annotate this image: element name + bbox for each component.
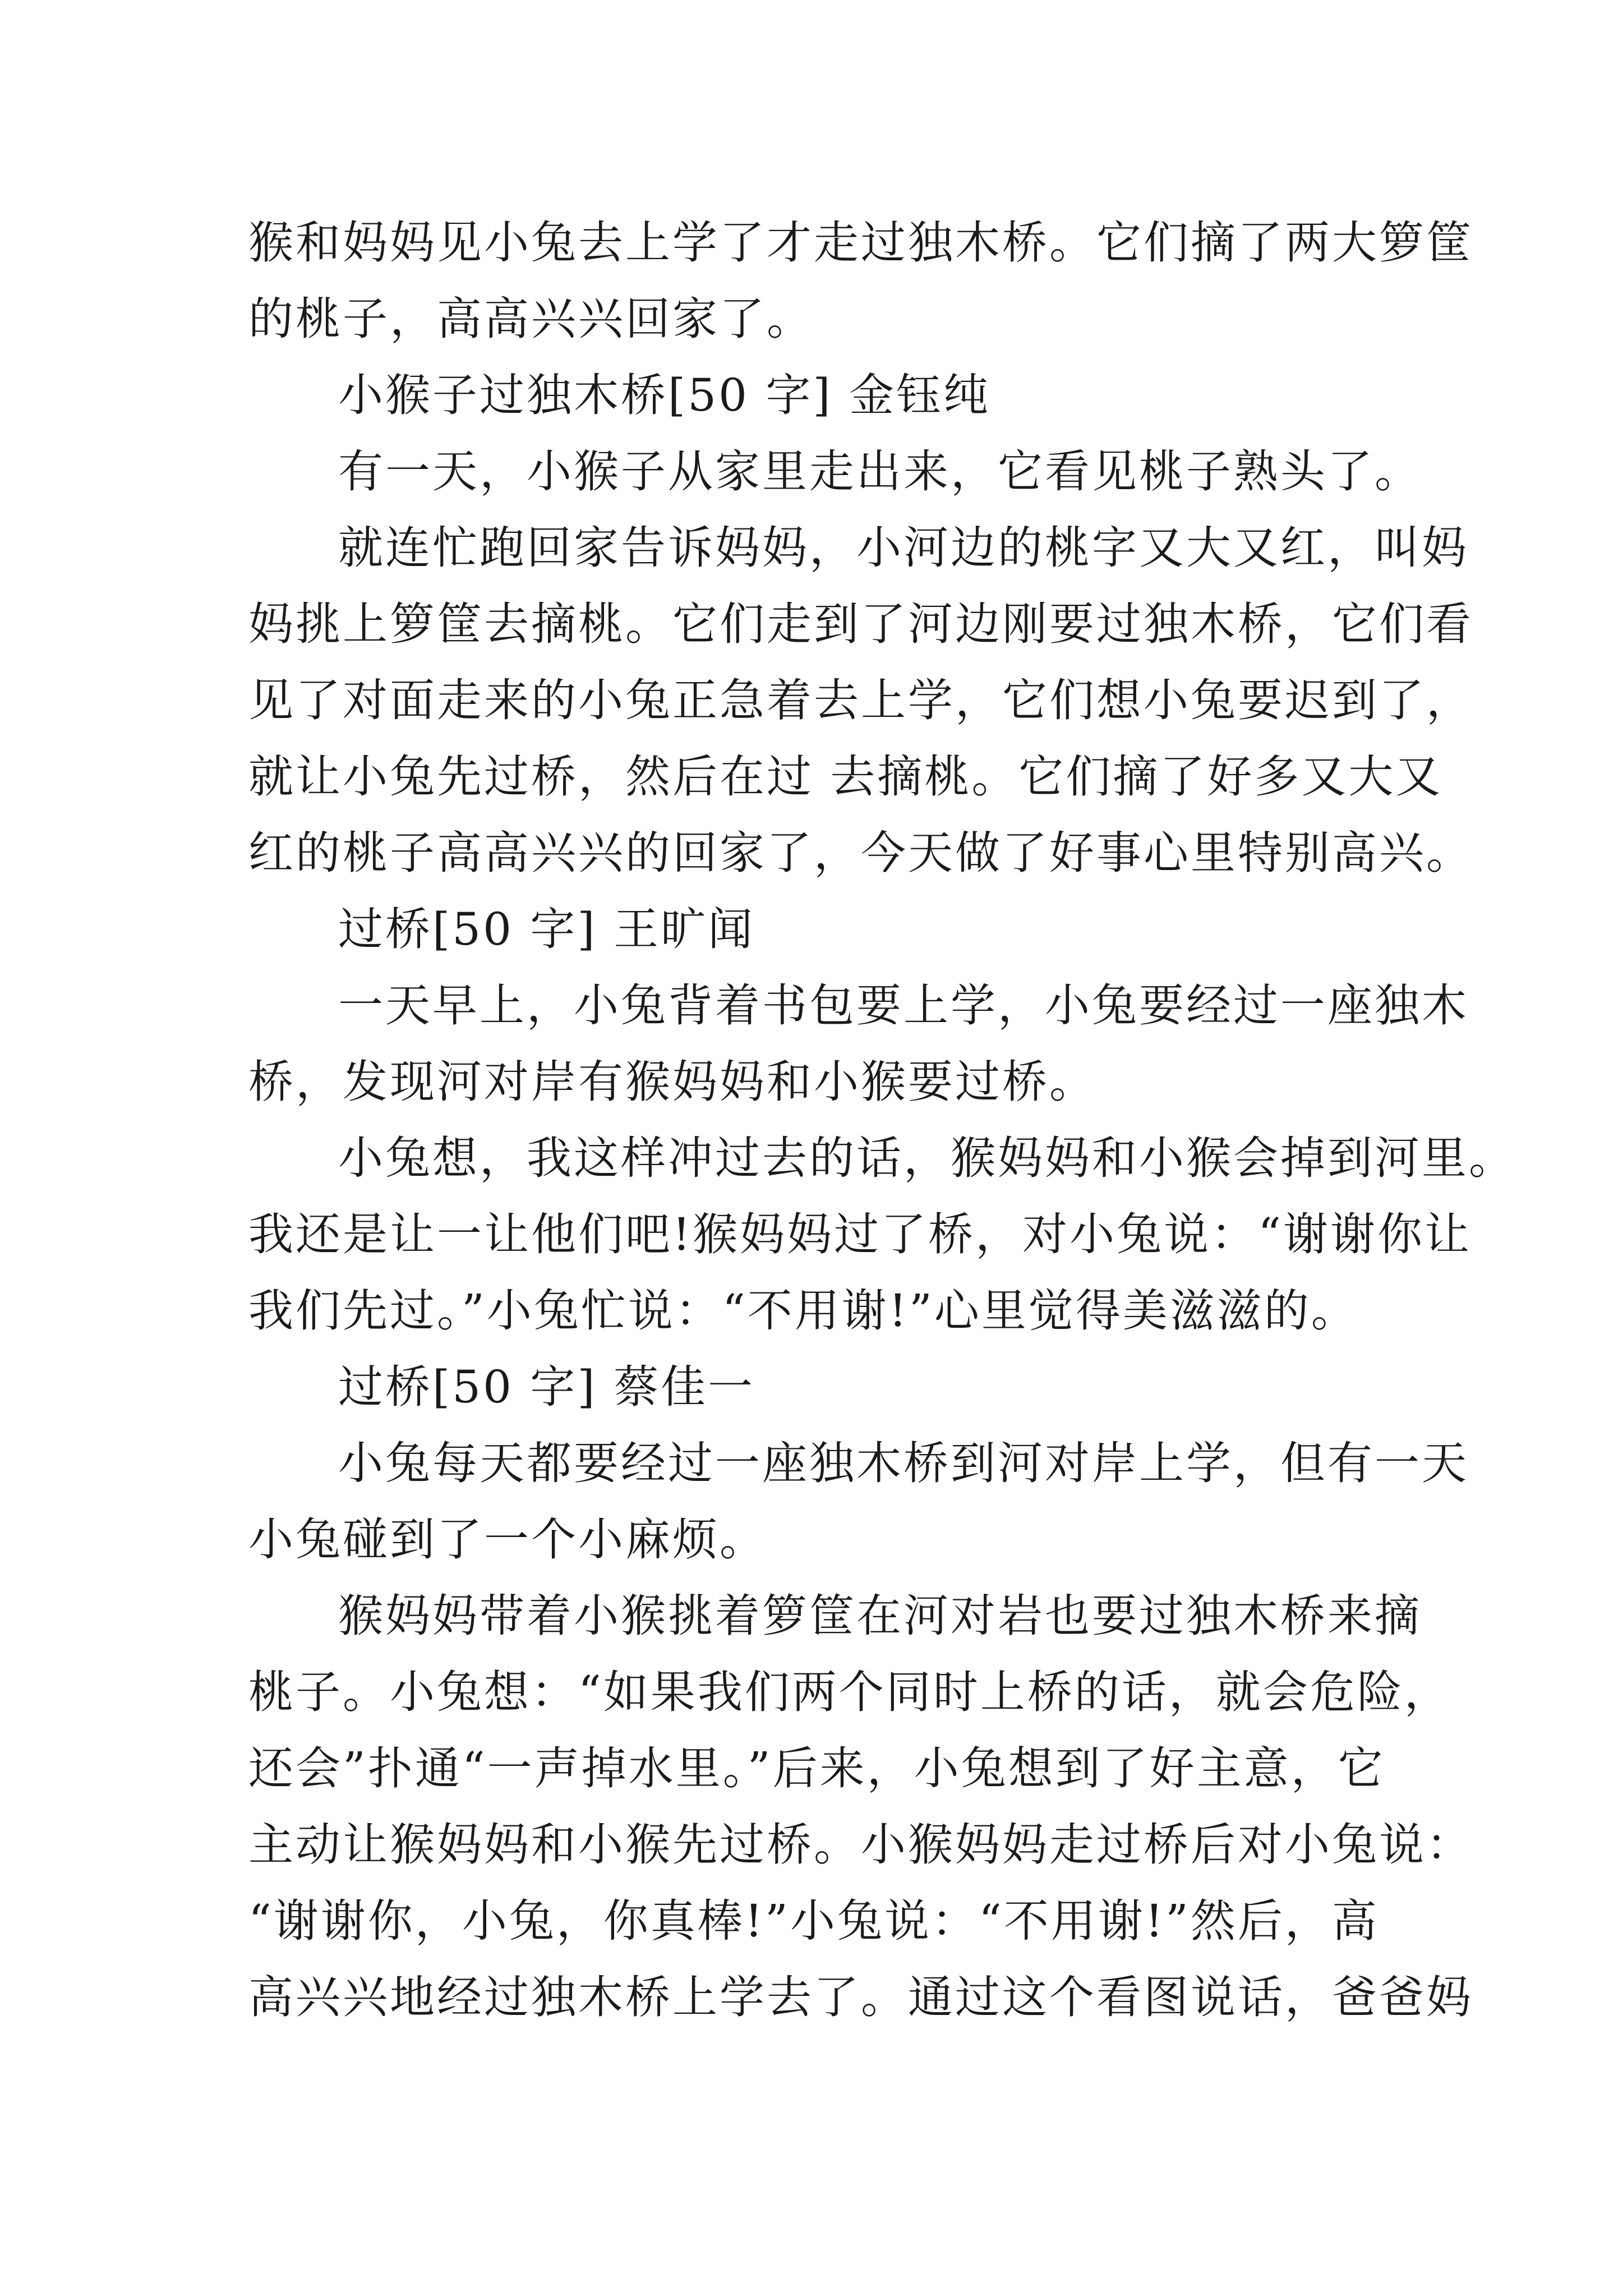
text-line: 小兔想，我这样冲过去的话，猴妈妈和小猴会掉到河里。 [338,1132,1516,1184]
text-line: 小兔每天都要经过一座独木桥到河对岸上学，但有一天 [338,1437,1469,1489]
text-line: 就让小兔先过桥，然后在过 去摘桃。它们摘了好多又大又 [248,751,1443,803]
document-body [248,205,1516,2036]
text-line: 就连忙跑回家告诉妈妈，小河边的桃字又大又红，叫妈 [338,522,1469,574]
text-line: 桃子。小兔想：“如果我们两个同时上桥的话，就会危险， [248,1666,1451,1718]
text-line: 我还是让一让他们吧!猴妈妈过了桥，对小兔说：“谢谢你让 [248,1208,1472,1260]
text-line: 红的桃子高高兴兴的回家了，今天做了好事心里特别高兴。 [248,827,1473,879]
text-line: 还会”扑通“一声掉水里。”后来，小兔想到了好主意，它 [248,1742,1385,1795]
section-heading: 过桥[50 字] 蔡佳一 [338,1361,755,1413]
text-line: 桥，发现河对岸有猴妈妈和小猴要过桥。 [248,1056,1096,1108]
text-line: 小兔碰到了一个小麻烦。 [248,1513,767,1566]
section-heading: 过桥[50 字] 王旷闻 [338,903,755,955]
text-line: 一天早上，小兔背着书包要上学，小兔要经过一座独木 [338,979,1469,1032]
text-line: 我们先过。”小兔忙说：“不用谢!”心里觉得美滋滋的。 [248,1285,1358,1337]
text-line: 主动让猴妈妈和小猴先过桥。小猴妈妈走过桥后对小兔说： [248,1819,1473,1871]
text-line: “谢谢你，小兔，你真棒!”小兔说：“不用谢!”然后，高 [248,1895,1379,1947]
text-line: 妈挑上箩筐去摘桃。它们走到了河边刚要过独木桥，它们看 [248,598,1473,650]
section-heading: 小猴子过独木桥[50 字] 金钰纯 [338,369,991,421]
text-line: 高兴兴地经过独木桥上学去了。通过这个看图说话，爸爸妈 [248,1971,1473,2023]
text-line: 有一天，小猴子从家里走出来，它看见桃子熟头了。 [338,445,1422,498]
text-line: 猴和妈妈见小兔去上学了才走过独木桥。它们摘了两大箩筐 [248,217,1473,269]
text-line: 猴妈妈带着小猴挑着箩筐在河对岩也要过独木桥来摘 [338,1590,1422,1642]
text-line: 的桃子，高高兴兴回家了。 [248,293,814,345]
text-line: 见了对面走来的小兔正急着去上学，它们想小兔要迟到了， [248,674,1473,726]
